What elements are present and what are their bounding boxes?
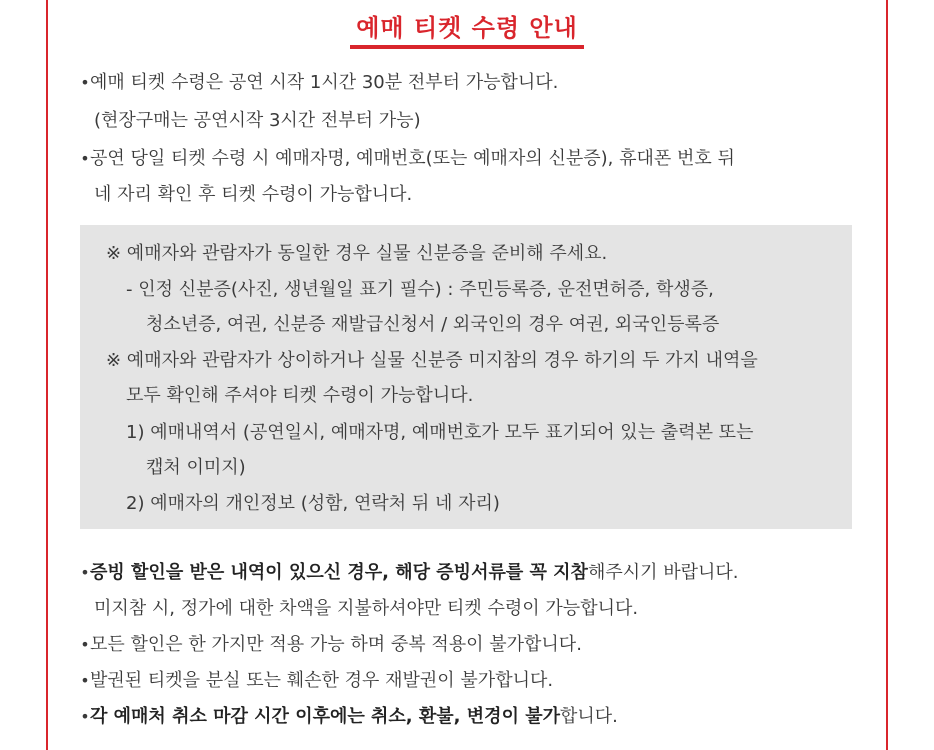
notice-accepted-ids-cont — [146, 314, 719, 336]
notice-line-4: ※ 예매자와 관람자가 상이하거나 실물 신분증 미지참의 경우 하기의 두 가지 내역을 — [106, 350, 758, 371]
intro-line-4: 네 자리 확인 후 티켓 수령이 가능합니다. — [94, 184, 413, 205]
intro-line-3: 공연 당일 티켓 수령 시 예매자명, 예매번호(또는 예매자의 신분증), 휴대폰 번호 뒤 — [90, 148, 735, 169]
left-border-line — [46, 0, 48, 750]
notice-line-5: 모두 확인해 주셔야 티켓 수령이 가능합니다. — [126, 385, 474, 406]
footer-item-lost-ticket — [80, 670, 553, 692]
notice-line-3: 청소년증, 여권, 신분증 재발급신청서 / 외국인의 경우 여권, 외국인등록증 — [146, 314, 720, 335]
discount-bold-text: 증빙 할인을 받은 내역이 있으신 경우, 해당 증빙서류를 꼭 지참 — [90, 562, 588, 583]
intro-item-pickup-requirements — [80, 148, 735, 170]
notice-requirement-1-cont — [146, 457, 246, 479]
intro-item-pickup-time — [80, 72, 558, 94]
footer-item-discount-proof-cont — [94, 598, 638, 620]
discount-rest-text: 해주시기 바랍니다. — [587, 562, 739, 583]
bullet-icon: • — [80, 73, 90, 92]
notice-requirement-2 — [126, 493, 500, 515]
cancel-rest-text: 합니다. — [560, 706, 618, 727]
lost-ticket-text: 발권된 티켓을 분실 또는 훼손한 경우 재발권이 불가합니다. — [90, 670, 554, 691]
notice-same-person — [106, 243, 607, 265]
page-title-text: 예매 티켓 수령 안내 — [350, 8, 584, 49]
bullet-icon: • — [80, 671, 90, 690]
id-notice-box — [80, 225, 852, 529]
intro-item-pickup-requirements-cont — [94, 184, 412, 206]
notice-line-6: 1) 예매내역서 (공연일시, 예매자명, 예매번호가 모두 표기되어 있는 출력본 또는 — [126, 422, 754, 443]
bullet-icon: • — [80, 635, 90, 654]
single-discount-text: 모든 할인은 한 가지만 적용 가능 하며 중복 적용이 불가합니다. — [90, 634, 582, 655]
intro-item-onsite-note — [94, 110, 421, 132]
intro-line-1: 예매 티켓 수령은 공연 시작 1시간 30분 전부터 가능합니다. — [90, 72, 559, 93]
right-border-line — [886, 0, 888, 750]
footer-item-single-discount — [80, 634, 582, 656]
bullet-icon: • — [80, 149, 90, 168]
notice-line-1: ※ 예매자와 관람자가 동일한 경우 실물 신분증을 준비해 주세요. — [106, 243, 608, 264]
notice-line-8: 2) 예매자의 개인정보 (성함, 연락처 뒤 네 자리) — [126, 493, 500, 514]
notice-accepted-ids — [126, 279, 714, 301]
cancel-bold-text: 각 예매처 취소 마감 시간 이후에는 취소, 환불, 변경이 불가 — [90, 706, 560, 727]
notice-line-7: 캡처 이미지) — [146, 457, 246, 478]
intro-line-2: (현장구매는 공연시작 3시간 전부터 가능) — [94, 110, 421, 131]
footer-item-cancel-deadline — [80, 706, 618, 728]
notice-line-2: - 인정 신분증(사진, 생년월일 표기 필수) : 주민등록증, 운전면허증, 학생증, — [126, 279, 714, 300]
footer-item-discount-proof — [80, 562, 738, 584]
bullet-icon: • — [80, 707, 90, 726]
notice-different-person-cont — [126, 385, 473, 407]
notice-different-person — [106, 350, 758, 372]
discount-line-2: 미지참 시, 정가에 대한 차액을 지불하셔야만 티켓 수령이 가능합니다. — [94, 598, 639, 619]
bullet-icon: • — [80, 563, 90, 582]
page-title — [0, 8, 934, 49]
notice-requirement-1 — [126, 422, 753, 444]
